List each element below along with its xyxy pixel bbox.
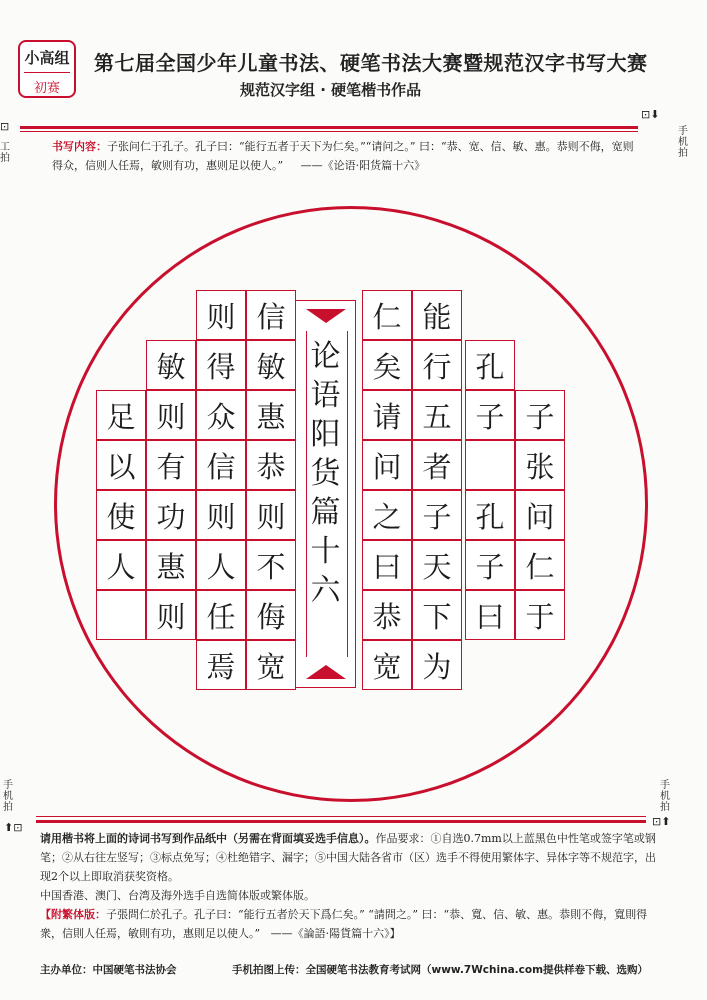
grid-cell: 惠	[146, 540, 196, 590]
traditional-source: ——《論語·陽貨篇十六》】	[270, 927, 401, 940]
grid-cell: 能	[412, 290, 462, 340]
grid-cell: 问	[515, 490, 565, 540]
grid-cell: 宽	[246, 640, 296, 690]
requirements-lead: 请用楷书将上面的诗词书写到作品纸中（另需在背面填妥选手信息）。	[40, 832, 376, 845]
banner-char: 论	[310, 339, 341, 374]
grid-cell: 宽	[362, 640, 412, 690]
writing-content-source: ——《论语·阳货篇十六》	[300, 159, 426, 172]
side-note-right-top: 手 机 拍	[678, 126, 688, 159]
grid-cell: 焉	[196, 640, 246, 690]
upload-note: 手机拍图上传：全国硬笔书法教育考试网（www.7Wchina.com提供样卷下载、选购）	[232, 964, 649, 976]
organizer: 主办单位：中国硬笔书法协会	[40, 964, 177, 976]
grid-cell: 张	[515, 440, 565, 490]
grid-cell: 信	[196, 440, 246, 490]
bottom-rule-thick	[36, 820, 646, 823]
grid-cell: 子	[515, 390, 565, 440]
grid-cell: 则	[146, 590, 196, 640]
grid-cell: 敏	[146, 340, 196, 390]
camera-icon: ⊡⬆	[652, 815, 671, 828]
grid-cell: 信	[246, 290, 296, 340]
grid-cell: 恭	[362, 590, 412, 640]
grid-cell: 子	[412, 490, 462, 540]
top-rule-thin	[20, 131, 638, 132]
grid-cell: 任	[196, 590, 246, 640]
banner-char: 十	[310, 534, 341, 569]
side-note-left-top: 工 拍	[0, 142, 10, 164]
grid-cell: 人	[96, 540, 146, 590]
grid-cell: 为	[412, 640, 462, 690]
grid-cell: 仁	[515, 540, 565, 590]
grid-cell: 足	[96, 390, 146, 440]
camera-icon: ⊡⬇	[641, 108, 660, 121]
badge-divider	[24, 72, 70, 73]
banner-char: 货	[310, 456, 341, 491]
grid-cell: 请	[362, 390, 412, 440]
banner-top-ornament	[306, 309, 346, 323]
requirements-body: 作品要求：①自选0.7mm以上蓝黑色中性笔或签字笔或钢笔；②从右往左竖写；③标点免写；④杜绝错字、漏字；⑤中国大陆各省市（区）选手不得使用繁体字、异体字等不规范字，出现2个以上即取消获奖资格。	[40, 832, 656, 883]
badge-round-label: 初赛	[33, 81, 60, 96]
grid-cell: 者	[412, 440, 462, 490]
grid-cell: 恭	[246, 440, 296, 490]
grid-cell: 下	[412, 590, 462, 640]
grid-cell: 功	[146, 490, 196, 540]
grid-cell: 仁	[362, 290, 412, 340]
grid-cell: 行	[412, 340, 462, 390]
grid-cell: 曰	[465, 590, 515, 640]
camera-icon: ⬆⊡	[4, 821, 23, 834]
camera-icon: ⊡	[0, 120, 10, 133]
page-title: 第七届全国少年儿童书法、硬笔书法大赛暨规范汉字书写大赛	[94, 51, 648, 75]
grid-cell: 敏	[246, 340, 296, 390]
grid-cell: 之	[362, 490, 412, 540]
grid-cell: 则	[196, 490, 246, 540]
grid-cell: 不	[246, 540, 296, 590]
grid-cell: 得	[196, 340, 246, 390]
grid-cell: 以	[96, 440, 146, 490]
grid-cell: 子	[465, 390, 515, 440]
group-badge	[18, 40, 76, 98]
grid-cell: 问	[362, 440, 412, 490]
grid-cell: 则	[246, 490, 296, 540]
banner-text	[296, 337, 355, 610]
grid-cell: 五	[412, 390, 462, 440]
grid-cell	[465, 440, 515, 490]
banner-char: 六	[310, 573, 341, 608]
grid-cell: 子	[465, 540, 515, 590]
grid-cell	[96, 590, 146, 640]
grid-cell: 曰	[362, 540, 412, 590]
requirements-note: 中国香港、澳门、台湾及海外选手自选简体版或繁体版。	[40, 889, 315, 902]
grid-cell: 侮	[246, 590, 296, 640]
grid-cell: 孔	[465, 340, 515, 390]
banner-char: 阳	[310, 417, 341, 452]
banner-char: 语	[310, 378, 341, 413]
requirements-block	[40, 829, 660, 943]
banner-bottom-ornament	[306, 665, 346, 679]
grid-cell: 有	[146, 440, 196, 490]
grid-cell: 则	[146, 390, 196, 440]
grid-cell: 矣	[362, 340, 412, 390]
grid-cell: 使	[96, 490, 146, 540]
grid-cell: 孔	[465, 490, 515, 540]
bottom-rule-thin	[36, 816, 646, 817]
top-rule-thick	[20, 126, 638, 129]
grid-cell: 于	[515, 590, 565, 640]
side-note-left-bottom: 手 机 拍	[3, 780, 13, 813]
badge-group-label: 小高组	[24, 49, 70, 67]
banner-char: 篇	[310, 495, 341, 530]
grid-cell: 天	[412, 540, 462, 590]
writing-content-label: 书写内容：	[52, 140, 107, 153]
grid-cell: 人	[196, 540, 246, 590]
writing-content	[52, 137, 642, 175]
traditional-label: 【附繁体版：	[40, 908, 106, 921]
writing-content-text: 子张问仁于孔子。孔子曰：“能行五者于天下为仁矣。”“请问之。” 曰：“恭、宽、信、敏、惠。恭则不侮，宽则得众，信则人任焉，敏则有功，惠则足以使人。”	[52, 140, 634, 172]
side-note-right-bottom: 手 机 拍	[660, 780, 670, 813]
grid-cell: 则	[196, 290, 246, 340]
page-subtitle: 规范汉字组 · 硬笔楷书作品	[240, 81, 422, 99]
grid-cell: 众	[196, 390, 246, 440]
traditional-text: 子張問仁於孔子。孔子曰：“能行五者於天下爲仁矣。” “請問之。” 曰：“恭、寬、信、敏、惠。恭則不侮，寬則得衆，信則人任焉，敏則有功，惠則足以使人。”	[40, 908, 648, 940]
grid-cell: 惠	[246, 390, 296, 440]
title-banner	[295, 300, 356, 688]
